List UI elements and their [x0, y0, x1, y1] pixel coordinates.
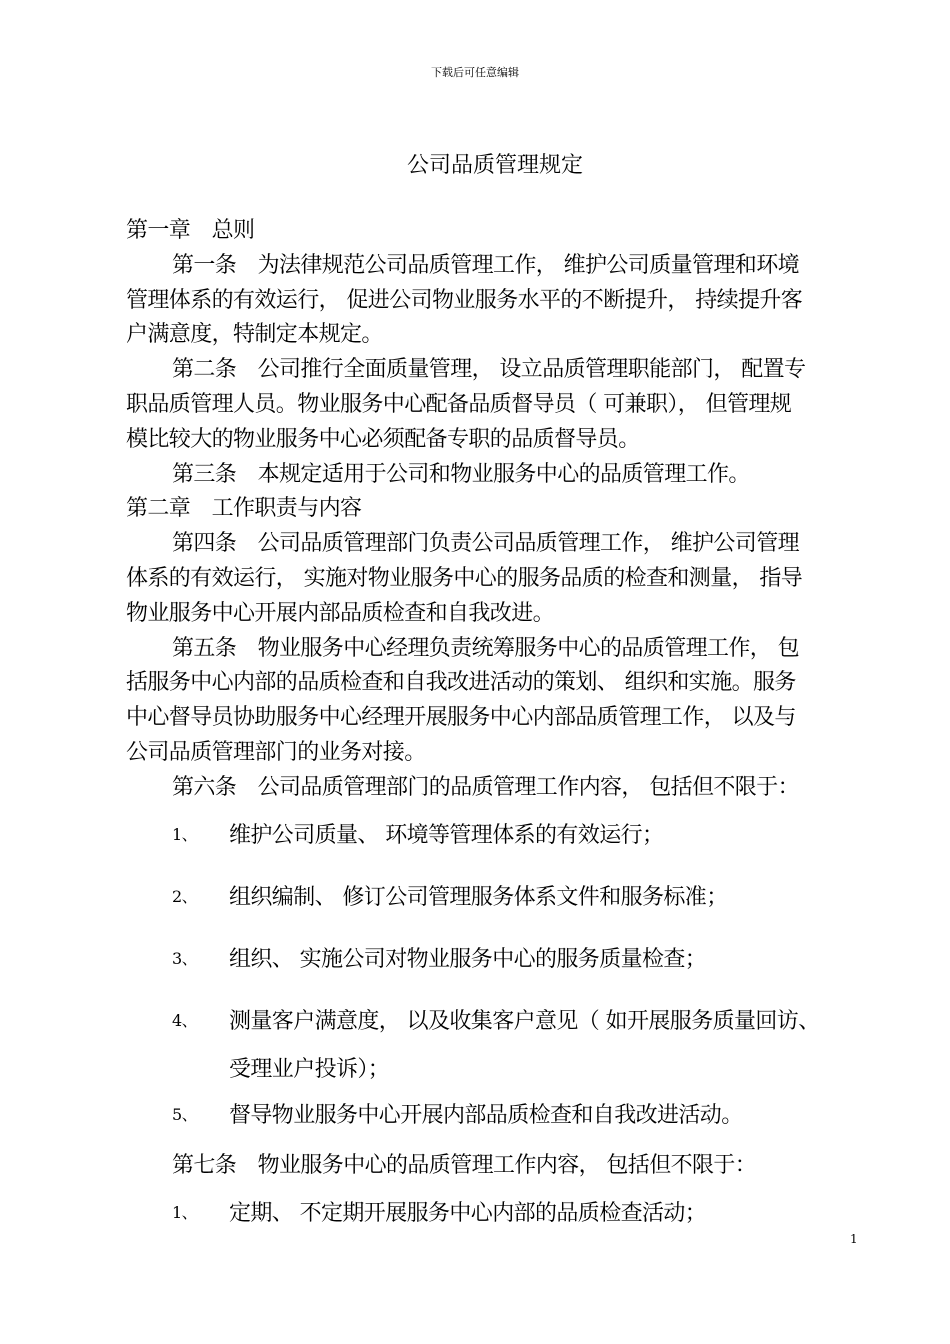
header-note: 下载后可任意编辑 [431, 66, 519, 79]
list-item-text: 定期、 不定期开展服务中心内部的品质检查活动； [229, 1201, 707, 1226]
article-5-line-4: 公司品质管理部门的业务对接。 [126, 739, 426, 765]
document-body [126, 214, 860, 806]
article-4-line-3: 物业服务中心开展内部品质检查和自我改进。 [126, 600, 555, 626]
article-6-line-1: 第六条 公司品质管理部门的品质管理工作内容， 包括但不限于： [172, 774, 799, 800]
list-item-text-continued: 受理业户投诉）； [229, 1057, 390, 1082]
list-item-number: 4、 [172, 1011, 197, 1030]
article-2-line-1: 第二条 公司推行全面质量管理， 设立品质管理职能部门， 配置专 [172, 357, 806, 383]
article-4-line-1: 第四条 公司品质管理部门负责公司品质管理工作， 维护公司管理 [172, 531, 799, 557]
article-5-line-2: 括服务中心内部的品质检查和自我改进活动的策划、 组织和实施。服务 [126, 670, 796, 696]
chapter-1-heading: 第一章 总则 [126, 218, 255, 243]
article-1-line-1: 第一条 为法律规范公司品质管理工作， 维护公司质量管理和环境 [172, 252, 799, 278]
article-7-text: 第七条 物业服务中心的品质管理工作内容， 包括但不限于： [172, 1153, 757, 1178]
list-item-text: 测量客户满意度， 以及收集客户意见（ 如开展服务质量回访、 [229, 1009, 820, 1034]
article-1-line-3: 户满意度，特制定本规定。 [126, 322, 383, 348]
article-2-line-3: 模比较大的物业服务中心必须配备专职的品质督导员。 [126, 426, 640, 452]
document-title: 公司品质管理规定 [406, 153, 583, 178]
article-3-line-1: 第三条 本规定适用于公司和物业服务中心的品质管理工作。 [172, 461, 750, 487]
list-item-number: 1、 [172, 825, 197, 844]
article-5-line-1: 第五条 物业服务中心经理负责统筹服务中心的品质管理工作， 包 [172, 635, 799, 661]
list-item-text: 维护公司质量、 环境等管理体系的有效运行； [229, 823, 664, 848]
list-item-text: 组织、 实施公司对物业服务中心的服务质量检查； [229, 947, 707, 972]
article-5-line-3: 中心督导员协助服务中心经理开展服务中心内部品质管理工作， 以及与 [126, 705, 796, 731]
list-item-text: 督导物业服务中心开展内部品质检查和自我改进活动。 [229, 1103, 743, 1128]
page-number: 1 [850, 1232, 858, 1246]
list-item-number: 5、 [172, 1105, 197, 1124]
list-item-text: 组织编制、 修订公司管理服务体系文件和服务标准； [229, 885, 728, 910]
list-item-number: 1、 [172, 1203, 197, 1222]
list-item-number: 2、 [172, 887, 197, 906]
article-2-line-2: 职品质管理人员。物业服务中心配备品质督导员（ 可兼职）， 但管理规 [126, 391, 792, 417]
list-item-number: 3、 [172, 949, 197, 968]
article-1-line-2: 管理体系的有效运行， 促进公司物业服务水平的不断提升， 持续提升客 [126, 287, 803, 313]
article-4-line-2: 体系的有效运行， 实施对物业服务中心的服务品质的检查和测量， 指导 [126, 565, 803, 591]
chapter-2-heading: 第二章 工作职责与内容 [126, 496, 362, 522]
